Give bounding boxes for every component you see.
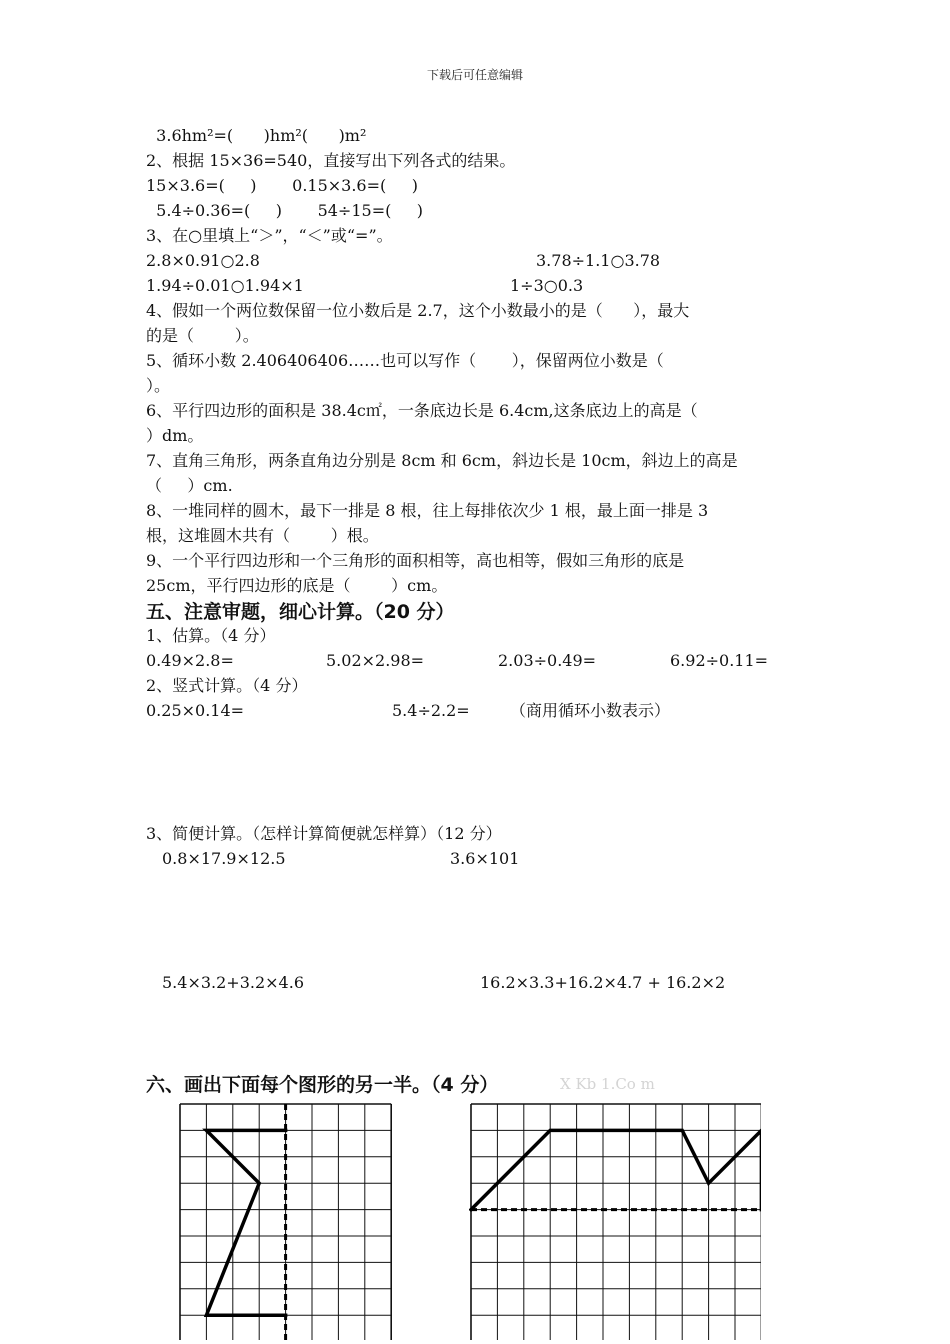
- right-symmetry-grid: [469, 1102, 761, 1340]
- section-6-title: 六、画出下面每个图形的另一半。（4 分）: [146, 1074, 499, 1096]
- simple-calc-item-2: 3.6×101: [450, 849, 520, 868]
- estimate-item-1: 0.49×2.8=: [146, 651, 234, 670]
- vertical-calc-note: （商用循环小数表示）: [510, 701, 671, 720]
- vertical-calc-item-2: 5.4÷2.2=: [392, 701, 470, 720]
- right-figure-half-shape: [471, 1130, 761, 1209]
- estimate-item-2: 5.02×2.98=: [326, 651, 425, 670]
- question-9-line-2: 25cm，平行四边形的底是（ ）cm。: [146, 576, 448, 595]
- simple-calc-title: 3、简便计算。（怎样计算简便就怎样算）（12 分）: [146, 824, 502, 843]
- section-5-title: 五、注意审题，细心计算。（20 分）: [146, 601, 455, 623]
- question-2-title: 2、根据 15×36=540，直接写出下列各式的结果。: [146, 151, 516, 170]
- question-7-line-1: 7、直角三角形，两条直角边分别是 8cm 和 6cm，斜边长是 10cm，斜边上的高是: [146, 451, 738, 470]
- unit-conversion-line: 3.6hm²=( )hm²( )m²: [146, 126, 367, 145]
- compare-item-3: 1.94÷0.01○1.94×1: [146, 276, 304, 295]
- compare-item-1: 2.8×0.91○2.8: [146, 251, 260, 270]
- question-6-line-2: ）dm。: [146, 426, 204, 445]
- compare-item-4: 1÷3○0.3: [510, 276, 584, 295]
- vertical-calc-item-1: 0.25×0.14=: [146, 701, 245, 720]
- page-header: 下载后可任意编辑: [426, 68, 523, 82]
- question-7-line-2: （ ）cm.: [146, 476, 233, 495]
- question-3-title: 3、在○里填上“＞”，“＜”或“=”。: [146, 226, 393, 245]
- left-symmetry-grid: [178, 1102, 402, 1340]
- left-figure-half-shape: [206, 1130, 285, 1315]
- question-4-line-2: 的是（ ）。: [146, 326, 259, 345]
- simple-calc-item-1: 0.8×17.9×12.5: [162, 849, 286, 868]
- question-2-row-2: 5.4÷0.36=( ) 54÷15=( ): [146, 201, 424, 220]
- question-6-line-1: 6、平行四边形的面积是 38.4c㎡，一条底边长是 6.4cm,这条底边上的高是（: [146, 401, 698, 420]
- question-8-line-2: 根，这堆圆木共有（ ）根。: [146, 526, 379, 545]
- question-5-line-1: 5、循环小数 2.406406406……也可以写作（ ），保留两位小数是（: [146, 351, 664, 370]
- estimate-item-3: 2.03÷0.49=: [498, 651, 597, 670]
- question-2-row-1: 15×3.6=( ) 0.15×3.6=( ): [146, 176, 418, 195]
- simple-calc-item-3: 5.4×3.2+3.2×4.6: [162, 973, 304, 992]
- estimate-item-4: 6.92÷0.11=: [670, 651, 769, 670]
- vertical-calc-title: 2、竖式计算。（4 分）: [146, 676, 308, 695]
- simple-calc-item-4: 16.2×3.3+16.2×4.7 + 16.2×2: [480, 973, 726, 992]
- question-4-line-1: 4、假如一个两位数保留一位小数后是 2.7，这个小数最小的是（ ），最大: [146, 301, 690, 320]
- watermark: X Kb 1.Co m: [560, 1075, 655, 1093]
- question-8-line-1: 8、一堆同样的圆木，最下一排是 8 根，往上每排依次少 1 根，最上面一排是 3: [146, 501, 709, 520]
- question-5-line-2: ）。: [146, 376, 171, 395]
- compare-item-2: 3.78÷1.1○3.78: [536, 251, 661, 270]
- question-9-line-1: 9、一个平行四边形和一个三角形的面积相等，高也相等，假如三角形的底是: [146, 551, 685, 570]
- estimate-title: 1、估算。（4 分）: [146, 626, 276, 645]
